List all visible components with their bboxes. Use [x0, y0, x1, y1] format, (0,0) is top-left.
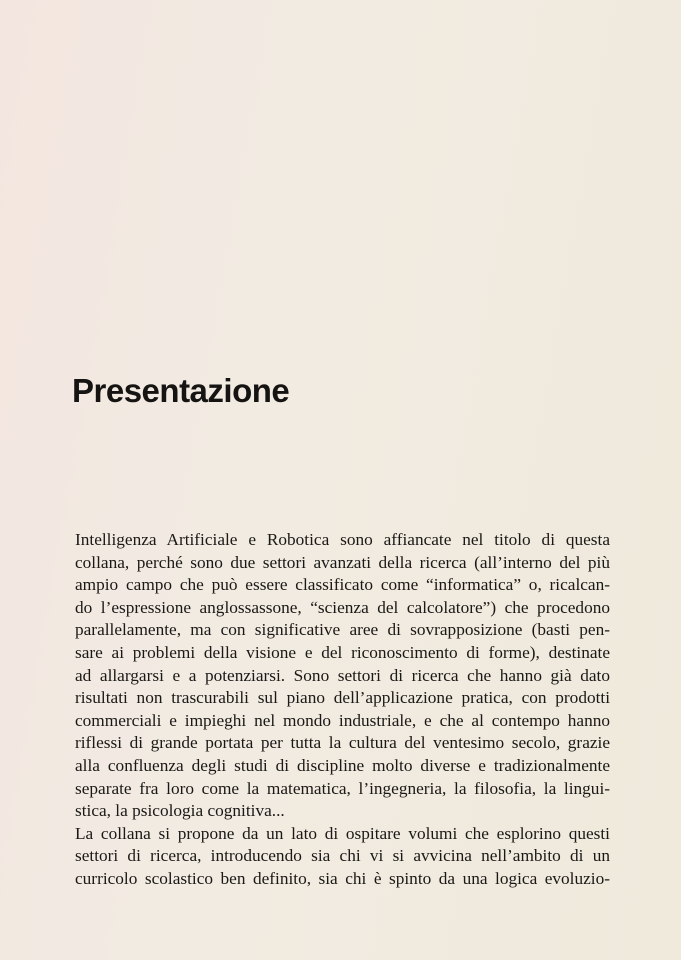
text-line: do l’espressione anglossassone, “scienza del calcolatore”) che procedono	[75, 597, 610, 617]
text-line: riflessi di grande portata per tutta la cultura del ventesimo secolo, grazie	[75, 733, 610, 753]
text-line: curricolo scolastico ben definito, sia chi è spinto da una logica evoluzio-	[75, 868, 610, 888]
text-line: alla confluenza degli studi di discipline molto diverse e tradizionalmente	[75, 755, 610, 775]
text-line: Intelligenza Artificiale e Robotica sono affiancate nel titolo di questa	[75, 530, 610, 549]
text-line: sare ai problemi della visione e del riconoscimento di forme), destinate	[75, 642, 610, 662]
text-line: risultati non trascurabili sul piano dell’applicazione pratica, con prodotti	[75, 688, 610, 708]
page-title: Presentazione	[72, 372, 290, 409]
text-line: commerciali e impieghi nel mondo industriale, e che al contempo hanno	[75, 710, 610, 730]
text-line: parallelamente, ma con significative aree di sovrapposizione (basti pen-	[75, 620, 610, 640]
text-line: settori di ricerca, introducendo sia chi vi si avvicina nell’ambito di un	[75, 846, 610, 866]
text-line: La collana si propone da un lato di ospitare volumi che esplorino questi	[75, 823, 610, 843]
body-paragraphs	[75, 529, 610, 891]
text-line: stica, la psicologia cognitiva...	[75, 801, 285, 821]
text-line: collana, perché sono due settori avanzati della ricerca (all’interno del più	[75, 552, 610, 572]
text-line: ad allargarsi e a potenziarsi. Sono settori di ricerca che hanno già dato	[75, 665, 610, 685]
text-line: separate fra loro come la matematica, l’ingegneria, la filosofia, la lingui-	[75, 778, 610, 798]
text-line: ampio campo che può essere classificato come “informatica” o, ricalcan-	[75, 575, 610, 595]
